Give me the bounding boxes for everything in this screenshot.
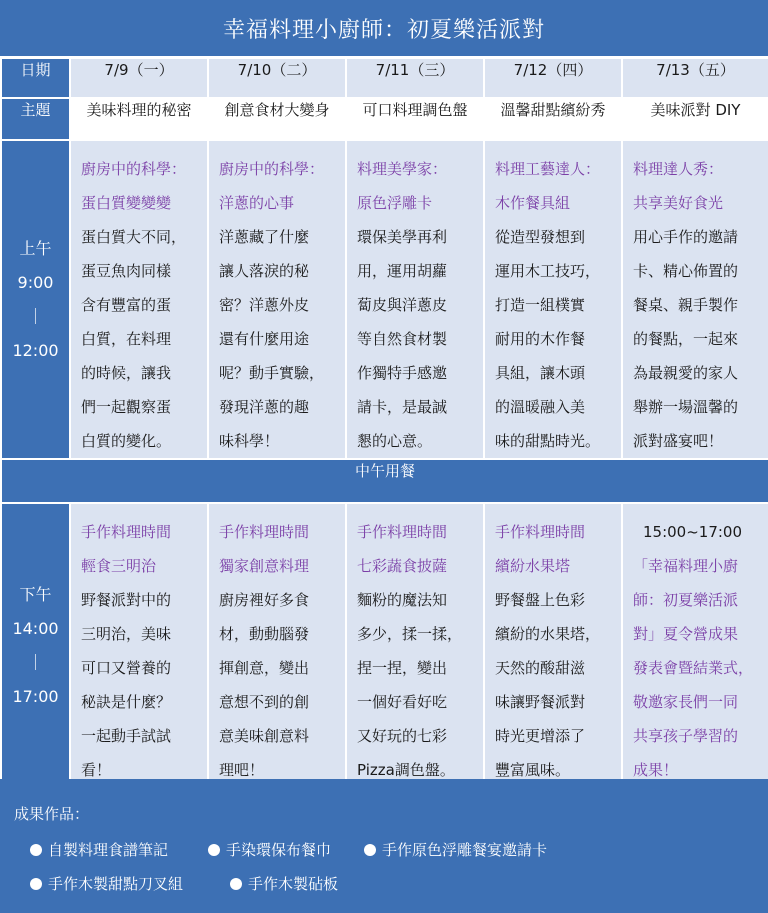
bullet-icon <box>364 844 376 856</box>
activity-title: 繽紛水果塔 <box>495 557 571 575</box>
bullet-icon <box>30 878 42 890</box>
bullet-icon <box>30 844 42 856</box>
morning-activity-cell: 料理達人秀： 共享美好食光 用心手作的邀請 卡、精心佈置的 餐桌、親手製作 的餐點，一起來 為最親愛的家人 舉辦一場溫馨的 派對盛宴吧！ <box>622 140 768 459</box>
activity-title: 輕食三明治 <box>81 557 157 575</box>
date-cell: 7/11（三） <box>346 58 484 98</box>
afternoon-activity-cell: 手作料理時間 輕食三明治 野餐派對中的 三明治，美味 可口又營養的 秘訣是什麼？ 一起動手試試 看！ <box>70 503 208 788</box>
bullet-icon <box>230 878 242 890</box>
theme-cell: 美味派對 DIY <box>622 98 768 140</box>
activity-title: 手作料理時間 <box>81 523 172 541</box>
event-time: 15:00~17:00 <box>642 523 743 541</box>
theme-row <box>1 98 768 140</box>
schedule-table <box>0 57 768 789</box>
date-cell: 7/13（五） <box>622 58 768 98</box>
page-title: 幸福料理小廚師：初夏樂活派對 <box>0 0 768 56</box>
results-title: 成果作品： <box>14 805 90 823</box>
theme-cell: 創意食材大變身 <box>208 98 346 140</box>
date-cell: 7/10（二） <box>208 58 346 98</box>
activity-title: 料理工藝達人： <box>495 160 601 178</box>
afternoon-activity-cell: 15:00~17:00 「幸福料理小廚 師：初夏樂活派 對」夏令營成果 發表會暨結業式， 敬邀家長們一同 共享孩子學習的 成果！ <box>622 503 768 788</box>
activity-title: 原色浮雕卡 <box>357 194 433 212</box>
date-cell: 7/9（一） <box>70 58 208 98</box>
date-cell: 7/12（四） <box>484 58 622 98</box>
theme-cell: 溫馨甜點繽紛秀 <box>484 98 622 140</box>
activity-title: 廚房中的科學： <box>219 160 325 178</box>
activity-title: 手作料理時間 <box>357 523 448 541</box>
afternoon-activity-cell: 手作料理時間 獨家創意料理 廚房裡好多食 材，動動腦發 揮創意，變出 意想不到的創 意美味創意料 理吧！ <box>208 503 346 788</box>
morning-row <box>1 140 768 459</box>
activity-title: 洋蔥的心事 <box>219 194 295 212</box>
bullet-icon <box>208 844 220 856</box>
date-row-label: 日期 <box>1 58 70 98</box>
activity-title: 廚房中的科學： <box>81 160 187 178</box>
morning-activity-cell: 廚房中的科學： 洋蔥的心事 洋蔥藏了什麼 讓人落淚的秘 密？洋蔥外皮 還有什麼用途 呢？動手實驗， 發現洋蔥的趣 味科學！ <box>208 140 346 459</box>
lunch-row <box>1 459 768 503</box>
morning-activity-cell: 料理工藝達人： 木作餐具組 從造型發想到 運用木工技巧， 打造一組樸實 耐用的木作餐 具組，讓木頭 的溫暖融入美 味的甜點時光。 <box>484 140 622 459</box>
result-item: 手染環保布餐巾 <box>208 839 331 860</box>
afternoon-activity-cell: 手作料理時間 繽紛水果塔 野餐盤上色彩 繽紛的水果塔， 天然的酸甜滋 味讓野餐派對 時光更增添了 豐富風味。 <box>484 503 622 788</box>
theme-cell: 美味料理的秘密 <box>70 98 208 140</box>
results-section <box>0 779 768 913</box>
date-row <box>1 58 768 98</box>
activity-title: 木作餐具組 <box>495 194 571 212</box>
morning-activity-cell: 料理美學家： 原色浮雕卡 環保美學再利 用，運用胡蘿 蔔皮與洋蔥皮 等自然食材製 作獨特手感邀 請卡，是最誠 懇的心意。 <box>346 140 484 459</box>
lunch-label: 中午用餐 <box>1 459 768 503</box>
morning-activity-cell: 廚房中的科學： 蛋白質變變變 蛋白質大不同， 蛋豆魚肉同樣 含有豐富的蛋 白質，在料理 的時候，讓我 們一起觀察蛋 白質的變化。 <box>70 140 208 459</box>
activity-title: 共享美好食光 <box>633 194 724 212</box>
afternoon-time-label: 下午 14:00 ｜ 17:00 <box>1 503 70 788</box>
activity-title: 料理達人秀： <box>633 160 724 178</box>
theme-cell: 可口料理調色盤 <box>346 98 484 140</box>
morning-time-label: 上午 9:00 ｜ 12:00 <box>1 140 70 459</box>
activity-title: 手作料理時間 <box>495 523 586 541</box>
afternoon-activity-cell: 手作料理時間 七彩蔬食披薩 麵粉的魔法知 多少，揉一揉， 捏一捏，變出 一個好看好吃 又好玩的七彩 Pizza調色盤。 <box>346 503 484 788</box>
activity-title: 手作料理時間 <box>219 523 310 541</box>
theme-row-label: 主題 <box>1 98 70 140</box>
afternoon-row <box>1 503 768 788</box>
result-item: 手作原色浮雕餐宴邀請卡 <box>364 839 547 860</box>
activity-title: 獨家創意料理 <box>219 557 310 575</box>
activity-title: 料理美學家： <box>357 160 448 178</box>
activity-title: 蛋白質變變變 <box>81 194 172 212</box>
result-item: 手作木製甜點刀叉組 <box>30 873 183 894</box>
result-item: 自製料理食譜筆記 <box>30 839 168 860</box>
result-item: 手作木製砧板 <box>230 873 338 894</box>
activity-title: 七彩蔬食披薩 <box>357 557 448 575</box>
